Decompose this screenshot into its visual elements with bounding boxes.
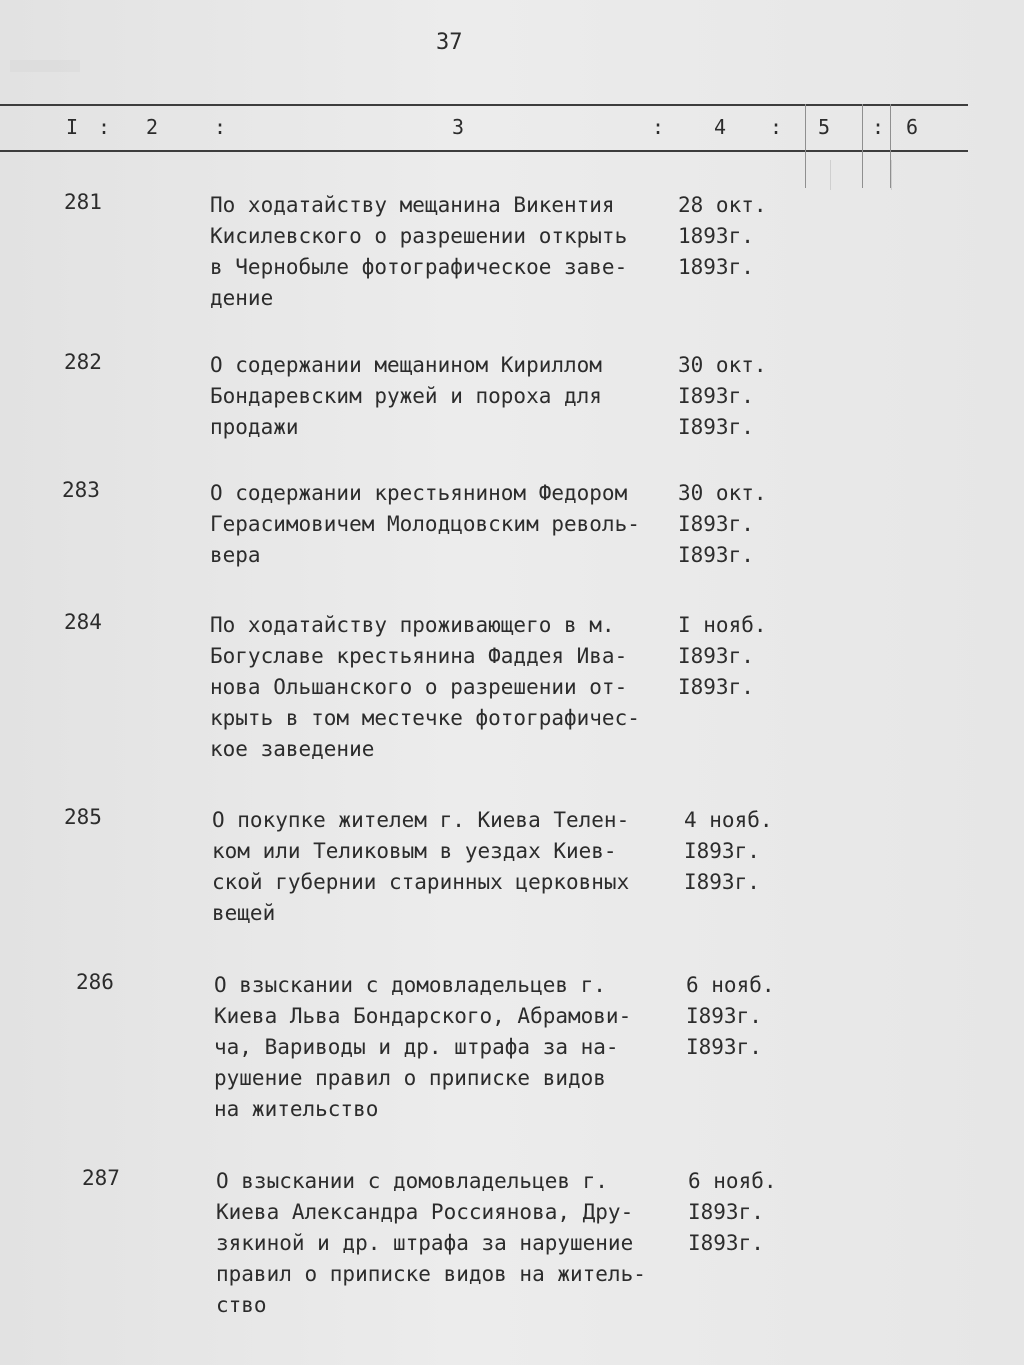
- description-line: вера: [210, 543, 261, 567]
- header-separator: :: [652, 115, 665, 139]
- description-line: Киева Александра Россиянова, Дру-: [216, 1200, 634, 1224]
- entry-dates: [684, 805, 773, 898]
- date-year: 1893г.: [678, 224, 754, 248]
- page-number: 37: [436, 30, 463, 55]
- description-line: Богуславе крестьянина Фаддея Ива-: [210, 644, 628, 668]
- description-line: Кисилевского о разрешении открыть: [210, 224, 628, 248]
- description-line: О содержании крестьянином Федором: [210, 481, 628, 505]
- header-top-rule: [0, 104, 968, 106]
- bleed-through-mark: [830, 160, 892, 190]
- description-line: О покупке жителем г. Киева Телен-: [212, 808, 630, 832]
- entry-dates: [678, 610, 767, 703]
- description-line: ской губернии старинных церковных: [212, 870, 630, 894]
- date-year: I893г.: [678, 543, 754, 567]
- description-line: ство: [216, 1293, 267, 1317]
- entry-number: 284: [64, 610, 102, 634]
- date-year: I893г.: [678, 384, 754, 408]
- date-year: I893г.: [678, 644, 754, 668]
- description-line: нова Ольшанского о разрешении от-: [210, 675, 628, 699]
- date-year: I893г.: [688, 1231, 764, 1255]
- header-col-1: I: [66, 115, 79, 139]
- date-year: I893г.: [678, 512, 754, 536]
- header-col-3: 3: [452, 115, 465, 139]
- description-line: продажи: [210, 415, 299, 439]
- entry-number: 283: [62, 478, 100, 502]
- description-line: в Чернобыле фотографическое заве-: [210, 255, 628, 279]
- header-col-6: 6: [906, 115, 919, 139]
- description-line: По ходатайству мещанина Викентия: [210, 193, 615, 217]
- entry-dates: [678, 350, 767, 443]
- description-line: дение: [210, 286, 274, 310]
- entry-dates: [678, 190, 767, 283]
- header-col-5: 5: [818, 115, 831, 139]
- description-line: ча, Вариводы и др. штрафа за на-: [214, 1035, 619, 1059]
- entry-number: 287: [82, 1166, 120, 1190]
- header-separator: :: [214, 115, 227, 139]
- entry-description: [210, 478, 680, 571]
- date-start: 30 окт.: [678, 353, 767, 377]
- header-col-4: 4: [714, 115, 727, 139]
- description-line: крыть в том местечке фотографичес-: [210, 706, 640, 730]
- description-line: Бондаревским ружей и пороха для: [210, 384, 602, 408]
- date-start: 28 окт.: [678, 193, 767, 217]
- entry-description: [210, 610, 680, 765]
- header-separator: :: [770, 115, 783, 139]
- header-col-2: 2: [146, 115, 159, 139]
- date-year: I893г.: [688, 1200, 764, 1224]
- date-start: 4 нояб.: [684, 808, 773, 832]
- description-line: По ходатайству проживающего в м.: [210, 613, 615, 637]
- date-start: 6 нояб.: [686, 973, 775, 997]
- description-line: Киева Льва Бондарского, Абрамови-: [214, 1004, 632, 1028]
- header-separator: :: [872, 115, 885, 139]
- entry-number: 281: [64, 190, 102, 214]
- description-line: ком или Теликовым в уездах Киев-: [212, 839, 617, 863]
- date-year: I893г.: [686, 1035, 762, 1059]
- date-year: 1893г.: [678, 255, 754, 279]
- description-line: на жительство: [214, 1097, 379, 1121]
- entry-description: [210, 190, 680, 314]
- description-line: рушение правил о приписке видов: [214, 1066, 606, 1090]
- entry-dates: [688, 1166, 777, 1259]
- bleed-through-mark: [10, 60, 80, 72]
- entry-dates: [678, 478, 767, 571]
- entry-description: [216, 1166, 686, 1321]
- column-divider: [805, 104, 806, 188]
- description-line: кое заведение: [210, 737, 375, 761]
- date-year: I893г.: [686, 1004, 762, 1028]
- date-start: 6 нояб.: [688, 1169, 777, 1193]
- description-line: правил о приписке видов на житель-: [216, 1262, 646, 1286]
- description-line: О взыскании с домовладельцев г.: [216, 1169, 608, 1193]
- entry-number: 286: [76, 970, 114, 994]
- header-bottom-rule: [0, 150, 968, 152]
- description-line: вещей: [212, 901, 276, 925]
- description-line: Герасимовичем Молодцовским револь-: [210, 512, 640, 536]
- date-start: 30 окт.: [678, 481, 767, 505]
- date-year: I893г.: [684, 839, 760, 863]
- description-line: О взыскании с домовладельцев г.: [214, 973, 606, 997]
- entry-number: 282: [64, 350, 102, 374]
- entry-description: [210, 350, 680, 443]
- entry-description: [212, 805, 682, 929]
- entry-dates: [686, 970, 775, 1063]
- entry-description: [214, 970, 684, 1125]
- date-year: I893г.: [678, 415, 754, 439]
- date-year: I893г.: [678, 675, 754, 699]
- date-year: I893г.: [684, 870, 760, 894]
- description-line: зякиной и др. штрафа за нарушение: [216, 1231, 634, 1255]
- header-separator: :: [98, 115, 111, 139]
- description-line: О содержании мещанином Кириллом: [210, 353, 602, 377]
- date-start: I нояб.: [678, 613, 767, 637]
- entry-number: 285: [64, 805, 102, 829]
